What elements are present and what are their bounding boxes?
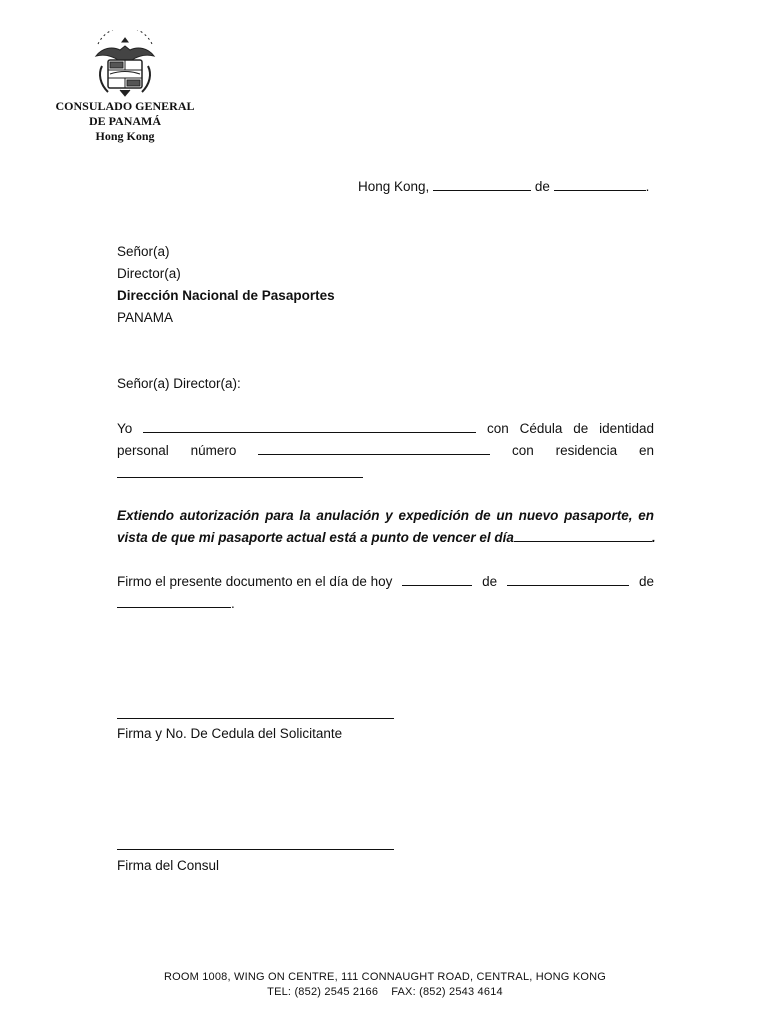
authorization-line-1: Extiendo autorización para la anulación y expedición de un nuevo pasaporte, en xyxy=(117,508,654,523)
header-line-3: Hong Kong xyxy=(95,129,155,143)
addressee-block xyxy=(117,241,335,329)
identity-residencia: residencia xyxy=(555,443,618,458)
identity-identidad: identidad xyxy=(599,421,654,436)
expiry-date-blank xyxy=(514,527,652,542)
signing-month-blank xyxy=(507,571,629,586)
signing-de-1: de xyxy=(482,574,498,589)
addressee-office: Dirección Nacional de Pasaportes xyxy=(117,288,335,303)
authorization-end: . xyxy=(651,530,656,545)
name-blank xyxy=(143,418,476,433)
footer-contact: TEL: (852) 2545 2166 FAX: (852) 2543 4614 xyxy=(267,986,503,998)
signing-text: Firmo el presente documento en el día de hoy xyxy=(117,574,393,589)
consul-signature-label: Firma del Consul xyxy=(117,858,220,873)
identity-line-2 xyxy=(117,440,654,458)
identity-de: de xyxy=(573,421,589,436)
residence-blank xyxy=(117,477,363,478)
applicant-signature-line xyxy=(117,718,394,719)
signing-day-blank xyxy=(402,571,472,586)
signing-de-2: de xyxy=(638,574,654,589)
footer-address: ROOM 1008, WING ON CENTRE, 111 CONNAUGHT ROAD, CENTRAL, HONG KONG xyxy=(163,971,607,983)
identity-yo: Yo xyxy=(117,421,133,436)
authorization-text: vista de que mi pasaporte actual está a punto de vencer el día xyxy=(117,530,514,545)
identity-personal: personal xyxy=(117,443,169,458)
identity-numero: número xyxy=(190,443,237,458)
date-city: Hong Kong, xyxy=(358,179,430,194)
date-line xyxy=(358,176,649,198)
date-end: . xyxy=(645,179,650,194)
date-day-blank xyxy=(433,176,531,191)
addressee-title: Señor(a) xyxy=(117,244,170,259)
addressee-country: PANAMA xyxy=(117,310,174,325)
signing-year-blank xyxy=(117,593,231,608)
signing-line xyxy=(117,571,654,589)
header-line-2: DE PANAMÁ xyxy=(88,114,162,128)
identity-con: con xyxy=(487,421,509,436)
authorization-line-2 xyxy=(117,527,656,549)
date-de: de xyxy=(534,179,550,194)
signing-end: . xyxy=(231,596,235,611)
identity-line-1 xyxy=(117,418,654,436)
addressee-role: Director(a) xyxy=(117,266,181,281)
signing-year-line xyxy=(117,593,235,615)
coat-of-arms-seal xyxy=(90,30,160,100)
header-line-1: CONSULADO GENERAL xyxy=(55,99,195,113)
id-number-blank xyxy=(258,440,490,455)
salutation: Señor(a) Director(a): xyxy=(117,376,241,391)
consul-signature-line xyxy=(117,849,394,850)
applicant-signature-label: Firma y No. De Cedula del Solicitante xyxy=(117,726,343,741)
identity-en: en xyxy=(638,443,654,458)
identity-con2: con xyxy=(512,443,534,458)
identity-cedula: Cédula xyxy=(519,421,563,436)
date-month-blank xyxy=(554,176,646,191)
consulate-header xyxy=(40,99,210,144)
